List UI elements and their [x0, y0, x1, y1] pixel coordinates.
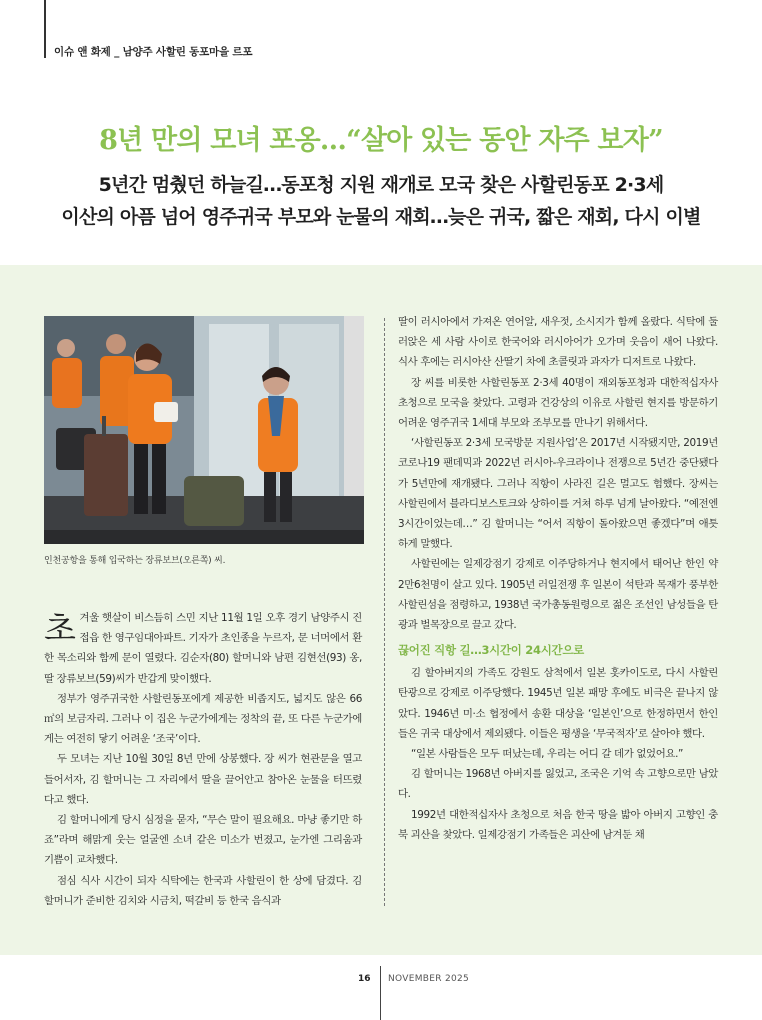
paragraph: 장 씨를 비롯한 사할린동포 2·3세 40명이 재외동포청과 대한적십자사 초청으로 모국을 찾았다. 고령과 건강상의 이유로 사할린 현지를 방문하기 어려운 영주귀국 1세대 부모와 조부모를 만나기 위해서다.: [398, 376, 718, 430]
dropcap: 초: [44, 609, 76, 648]
paragraph: 김 할머니는 1968년 아버지를 잃었고, 조국은 기억 속 고향으로만 남았다.: [398, 768, 718, 801]
paragraph: 김 할머니에게 당시 심정을 묻자, “무슨 말이 필요해요. 마냥 좋기만 하죠”라며 해맑게 웃는 얼굴엔 소녀 같은 미소가 번졌고, 눈가엔 그리움과 기쁨이 교차했다.: [44, 814, 362, 867]
photo-caption: 인천공항을 통해 입국하는 장류보브(오른쪽) 씨.: [44, 556, 226, 566]
article-column-right: [398, 312, 718, 845]
issue-date: NOVEMBER 2025: [388, 974, 470, 984]
header-rule: [44, 0, 46, 58]
paragraph: 점심 식사 시간이 되자 식탁에는 한국과 사할린이 한 상에 담겼다. 김 할머니가 준비한 김치와 시금치, 떡갈비 등 한국 음식과: [44, 874, 362, 907]
section-label: 이슈 앤 화제 _ 남양주 사할린 동포마을 르포: [54, 46, 253, 58]
paragraph: 초겨울 햇살이 비스듬히 스민 지난 11월 1일 오후 경기 남양주시 진접읍 한 영구임대아파트. 기자가 초인종을 누르자, 문 너머에서 환한 목소리와 함께 문이 열렸다. 김순자(80) 할머니와 남편 김현선(93) 옹, 딸 장류보브(59)씨가 반갑게 맞이했다.: [44, 609, 362, 685]
article-subheadline-2: 이산의 아픔 넘어 영주귀국 부모와 눈물의 재회…늦은 귀국, 짧은 재회, 다시 이별: [61, 206, 701, 228]
section-subheading: 끊어진 직항 길…3시간이 24시간으로: [398, 643, 584, 658]
airport-arrival-photo: [44, 316, 364, 544]
paragraph: 사할린에는 일제강점기 강제로 이주당하거나 현지에서 태어난 한인 약 2만6천명이 살고 있다. 1905년 러일전쟁 후 일본이 석탄과 목재가 풍부한 사할린섬을 점령하고, 1938년 국가총동원령으로 젊은 조선인 남성들을 탄광과 벌목장으로 끌고 갔다.: [398, 558, 718, 632]
paragraph: “일본 사람들은 모두 떠났는데, 우리는 어디 갈 데가 없었어요.”: [411, 748, 684, 761]
page-number: 16: [358, 974, 371, 984]
paragraph: 두 모녀는 지난 10월 30일 8년 만에 상봉했다. 장 씨가 현관문을 열고 들어서자, 김 할머니는 그 자리에서 딸을 끌어안고 참아온 눈물을 터뜨렸다고 했다.: [44, 753, 362, 806]
paragraph: 1992년 대한적십자사 초청으로 처음 한국 땅을 밟아 아버지 고향인 충북 괴산을 찾았다. 일제강점기 가족들은 괴산에 남겨둔 채: [398, 808, 718, 841]
column-divider: [384, 318, 385, 906]
paragraph: ‘사할린동포 2·3세 모국방문 지원사업’은 2017년 시작됐지만, 2019년 코로나19 팬데믹과 2022년 러시아-우크라이나 전쟁으로 5년간 중단됐다가 5년만에 재개됐다. 그러나 직항이 사라진 길은 멀고도 험했다. 장씨는 사할린에서 블라디보스토크와 상하이를 거쳐 하루 넘게 날아왔다. “예전엔 3시간이었는데…” 김 할머니는 “어서 직항이 돌아왔으면 좋겠다”며 애틋하게 말했다.: [398, 437, 718, 551]
paragraph: 정부가 영주귀국한 사할린동포에게 제공한 비좁지도, 넓지도 않은 66㎡의 보금자리. 그러나 이 집은 누군가에게는 정착의 끝, 또 다른 누군가에게는 여전히 닿기 어려운 ‘조국’이다.: [44, 692, 362, 746]
article-column-left: [44, 608, 362, 911]
article-subheadline-1: 5년간 멈췄던 하늘길…동포청 지원 재개로 모국 찾은 사할린동포 2·3세: [98, 174, 664, 196]
paragraph: 딸이 러시아에서 가져온 연어알, 새우젓, 소시지가 함께 올랐다. 식탁에 둘러앉은 세 사람 사이로 한국어와 러시아어가 오가며 웃음이 새어 나왔다. 식사 후에는 러시아산 산딸기 차에 초콜릿과 과자가 디저트로 나왔다.: [398, 316, 718, 369]
paragraph: 김 할아버지의 가족도 강원도 삼척에서 일본 홋카이도로, 다시 사할린 탄광으로 강제로 이주당했다. 1945년 일본 패망 후에도 비극은 끝나지 않았다. 1946년 미·소 협정에서 송환 대상을 ‘일본인’으로 한정하면서 한인들은 귀국 대상에서 제외됐다. 이들은 평생을 ‘무국적자’로 살아야 했다.: [398, 667, 718, 740]
footer-rule: [380, 966, 381, 1020]
article-headline: 8년 만의 모녀 포옹…“살아 있는 동안 자주 보자”: [99, 125, 663, 156]
